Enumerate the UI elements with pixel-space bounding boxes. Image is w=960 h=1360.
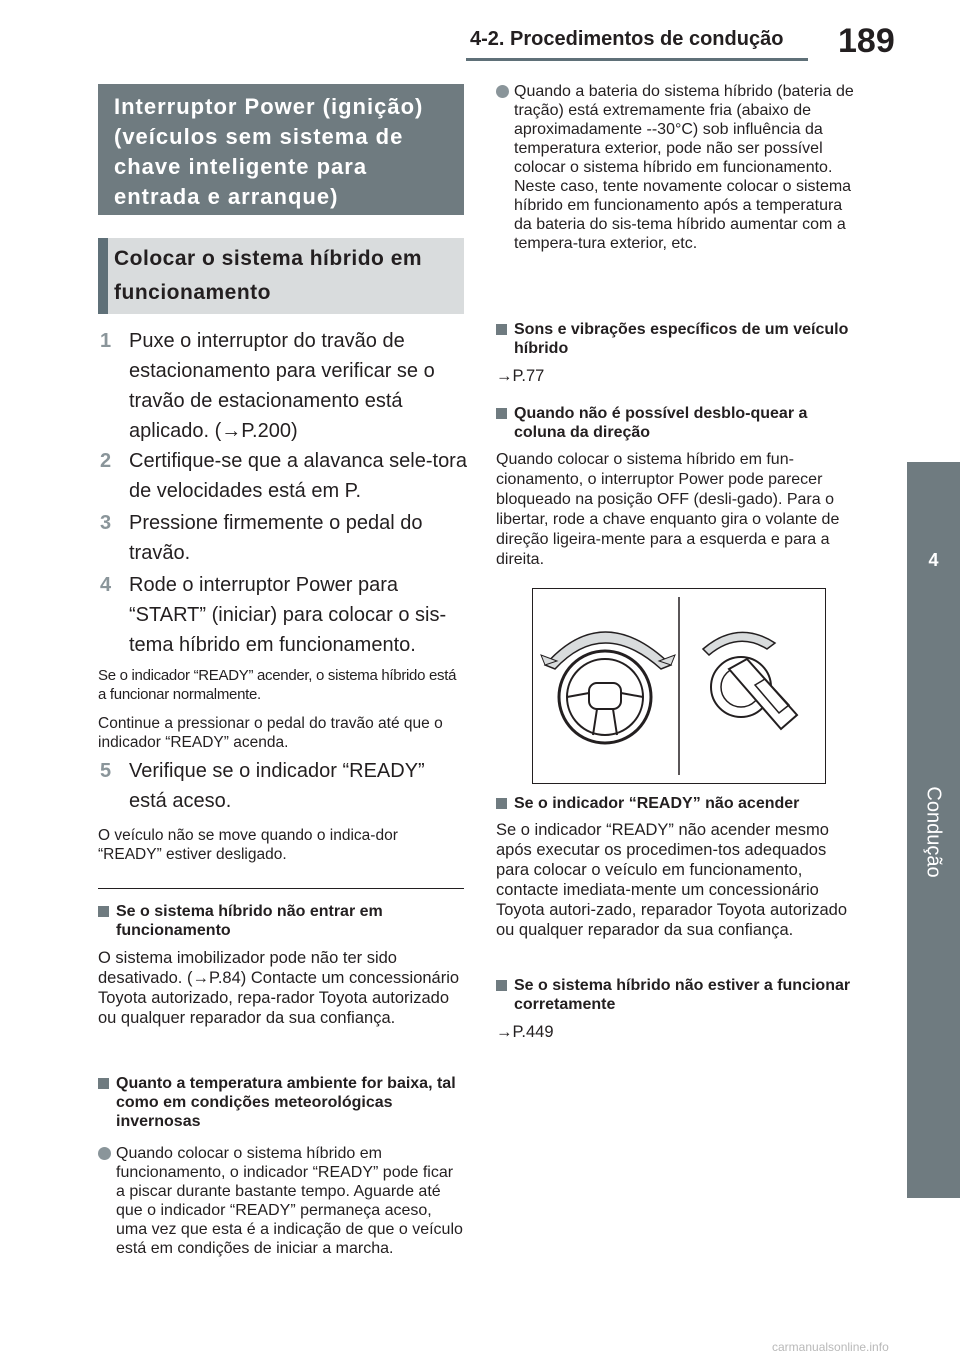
- section-heading: Se o indicador “READY” não acender: [514, 795, 800, 812]
- bullet-text: Quando colocar o sistema híbrido em funcionamento, o indicador “READY” pode ficar a piscar durante bastante tempo. Aguarde até que o indicador “READY” permaneça aceso, uma vez que esta é a indicação de que o veículo está em condições de iniciar a marcha.: [116, 1145, 463, 1257]
- round-bullet-icon: [98, 1147, 111, 1160]
- title-box: [98, 84, 464, 215]
- watermark: carmanualsonline.info: [772, 1340, 889, 1354]
- step-number: 4: [100, 574, 112, 596]
- illustration-steering-and-key: [532, 588, 826, 784]
- section-heading: Se o sistema híbrido não estiver a funcionar corretamente: [514, 977, 851, 1013]
- sounds-page-ref[interactable]: →P.77: [496, 367, 545, 385]
- section-ready-not-on: [496, 794, 862, 813]
- section-heading: Quando não é possível desblo-quear a coluna da direção: [514, 405, 808, 441]
- square-bullet-icon: [496, 798, 507, 809]
- section-heading: Se o sistema híbrido não entrar em funcionamento: [116, 903, 383, 939]
- section-not-start: [98, 902, 464, 940]
- chapter-tab[interactable]: [907, 462, 960, 1198]
- step-number: 2: [100, 450, 112, 472]
- step-3: [100, 508, 468, 568]
- step-number: 5: [100, 760, 112, 782]
- subtitle-text: Colocar o sistema híbrido em funcionamento: [114, 247, 423, 304]
- step-number: 1: [100, 330, 112, 352]
- section-ready-not-on-text: Se o indicador “READY” não acender mesmo após executar os procedimen-tos adequados para colocar o veículo em funcionamento, contacte imediata-mente um concessionário Toyota autori-zado, reparador Toyota autorizado ou qualquer reparador da sua confiança.: [496, 821, 847, 939]
- section-malfunction: [496, 976, 862, 1014]
- square-bullet-icon: [98, 1078, 109, 1089]
- step-text: Verifique se o indicador “READY” está aceso.: [129, 760, 425, 812]
- header-rule: [466, 58, 808, 61]
- step-4: [100, 570, 468, 660]
- section-heading: Sons e vibrações específicos de um veículo híbrido: [514, 321, 849, 357]
- chapter-label-wrap: [913, 762, 953, 902]
- page-number: 189: [838, 22, 895, 60]
- step-text: Pressione firmemente o pedal do travão.: [129, 512, 423, 564]
- bullet-text: Quando a bateria do sistema híbrido (bateria de tração) está extremamente fria (abaixo de aproximadamente --30°C) sob influência da temperatura exterior, pode não ser possível colocar o sistema híbrido em funcionamento. Neste caso, tente novamente colocar o sistema híbrido em funcionamento após a temperatura da bateria do sis-tema híbrido aumentar com a tempera-tura exterior, etc.: [514, 83, 854, 252]
- section-heading: Quanto a temperatura ambiente for baixa, tal como em condições meteorológicas invernosas: [116, 1075, 456, 1130]
- bullet-low-temp-2: [496, 82, 862, 253]
- step-text: Puxe o interruptor do travão de estacionamento para verificar se o travão de estacionamento está aplicado. (→P.200): [129, 330, 435, 442]
- square-bullet-icon: [98, 906, 109, 917]
- chapter-number: 4: [928, 550, 939, 570]
- section-not-start-text: O sistema imobilizador pode não ter sido desativado. (→P.84) Contacte um concessionário Toyota autorizado, repa-rador Toyota autorizado ou qualquer reparador da sua confiança.: [98, 949, 460, 1027]
- section-steering-lock-text: Quando colocar o sistema híbrido em fun-cionamento, o interruptor Power pode parecer bloqueado na posição OFF (desli-gado). Para o libertar, rode a chave enquanto gira o volante de direção ligeira-mente para a esquerda e para a direita.: [496, 451, 840, 568]
- step-text: Rode o interruptor Power para “START” (iniciar) para colocar o sis-tema híbrido em funcionamento.: [129, 574, 447, 656]
- section-low-temp: [98, 1074, 464, 1131]
- section-steering-lock: [496, 404, 862, 442]
- step-2: [100, 446, 468, 506]
- note-ready-on: Se o indicador “READY” acender, o sistema híbrido está a funcionar normalmente.: [98, 667, 457, 703]
- malfunction-page-ref[interactable]: →P.449: [496, 1023, 554, 1041]
- step-5: [100, 756, 468, 816]
- divider: [98, 888, 464, 889]
- square-bullet-icon: [496, 324, 507, 335]
- steering-wheel-key-illustration: [533, 589, 825, 783]
- square-bullet-icon: [496, 980, 507, 991]
- section-sounds: [496, 320, 862, 358]
- note-vehicle-not-move: O veículo não se move quando o indica-dor “READY” estiver desligado.: [98, 827, 398, 863]
- round-bullet-icon: [496, 85, 509, 98]
- bullet-low-temp-1: [98, 1144, 464, 1258]
- section-header: 4-2. Procedimentos de condução: [470, 28, 784, 50]
- chapter-label: Condução: [922, 786, 945, 878]
- square-bullet-icon: [496, 408, 507, 419]
- subtitle-box: [98, 238, 464, 314]
- step-1: [100, 326, 468, 446]
- step-number: 3: [100, 512, 112, 534]
- step-text: Certifique-se que a alavanca sele-tora de velocidades está em P.: [129, 450, 467, 502]
- subtitle-bar: [98, 238, 108, 314]
- note-keep-pressing: Continue a pressionar o pedal do travão até que o indicador “READY” acenda.: [98, 715, 443, 751]
- page-title: Interruptor Power (ignição) (veículos sem sistema de chave inteligente para entrada e arranque): [114, 94, 424, 209]
